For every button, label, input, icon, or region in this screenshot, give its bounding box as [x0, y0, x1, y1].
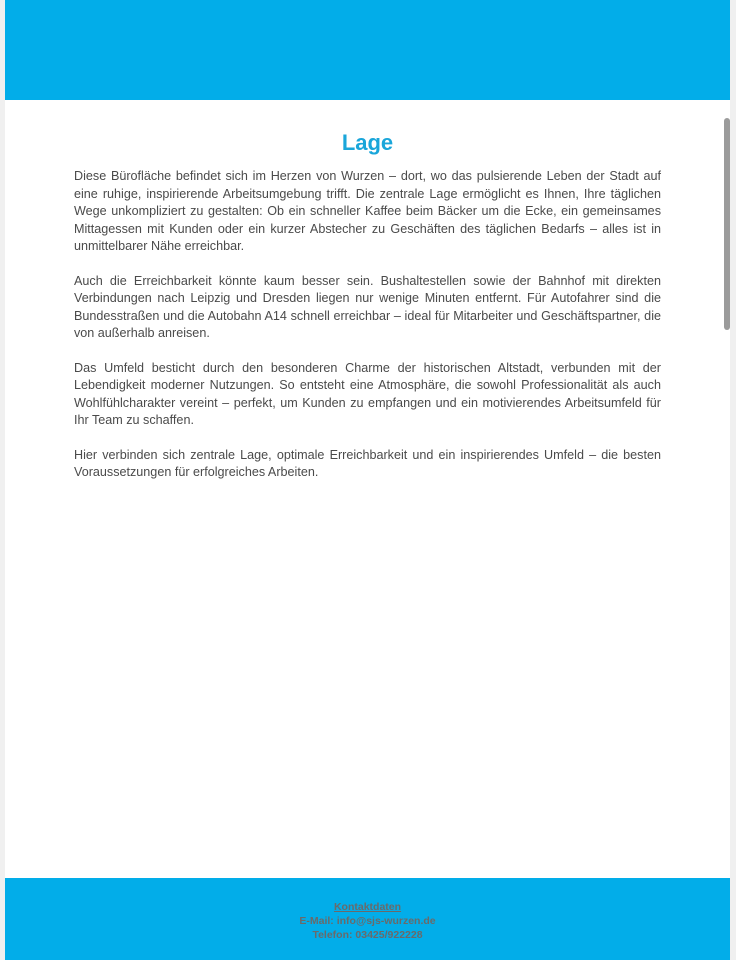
contact-phone[interactable]: Telefon: 03425/922228	[312, 929, 423, 941]
paragraph-accessibility: Auch die Erreichbarkeit könnte kaum besser sein. Bushaltestellen sowie der Bahnhof mit direkten Verbindungen nach Leipzig und Dresden liegen nur wenige Minuten entfernt. Für Autofahrer sind die Bundesstraßen und die Autobahn A14 schnell erreichbar – ideal für Mitarbeiter und Geschäftspartner, die von außerhalb anreisen.	[74, 273, 661, 340]
scrollbar-thumb[interactable]	[724, 118, 730, 330]
vertical-scrollbar[interactable]	[724, 100, 732, 878]
contact-block	[5, 900, 730, 942]
contact-heading: Kontaktdaten	[333, 901, 402, 913]
paragraph-location: Diese Bürofläche befindet sich im Herzen von Wurzen – dort, wo das pulsierende Leben der Stadt auf eine ruhige, inspirierende Arbeitsumgebung trifft. Die zentrale Lage ermöglicht es Ihnen, Ihre täglichen Wege unkompliziert zu gestalten: Ob ein schneller Kaffee beim Bäcker um die Ecke, ein gemeinsames Mittagessen mit Kunden oder ein kurzer Abstecher zu Geschäften des täglichen Bedarfs – alles ist in unmittelbarer Nähe erreichbar.	[74, 169, 661, 253]
section-title: Lage	[341, 130, 394, 155]
footer-band	[5, 878, 730, 960]
paragraph-summary: Hier verbinden sich zentrale Lage, optimale Erreichbarkeit und ein inspirierendes Umfeld – die besten Voraussetzungen für erfolgreiches Arbeiten.	[74, 447, 661, 479]
header-band	[5, 0, 730, 100]
paragraph-surroundings: Das Umfeld besticht durch den besonderen Charme der historischen Altstadt, verbunden mit der Lebendigkeit moderner Nutzungen. So entsteht eine Atmosphäre, die sowohl Professionalität als auch Wohlfühlcharakter vereint – perfekt, um Kunden zu empfangen und ein motivierendes Arbeitsumfeld für Ihr Team zu schaffen.	[74, 360, 661, 427]
document-page	[5, 0, 730, 960]
content-section	[74, 128, 661, 499]
contact-email[interactable]: E-Mail: info@sjs-wurzen.de	[299, 915, 436, 927]
